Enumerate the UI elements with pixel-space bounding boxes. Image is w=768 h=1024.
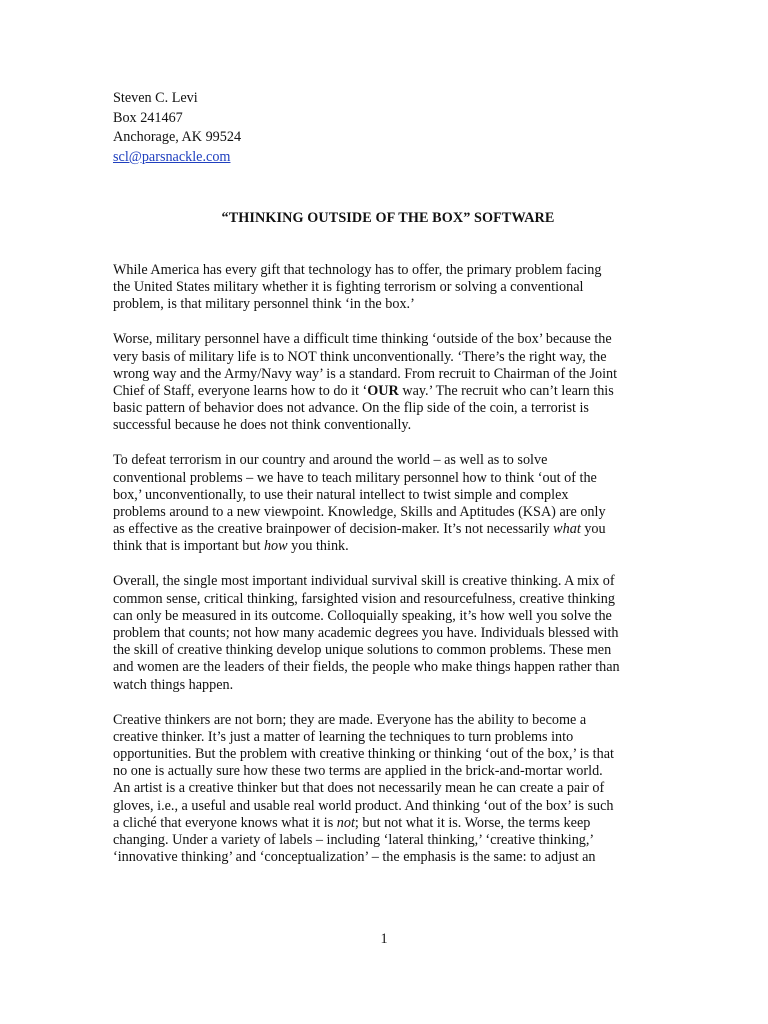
text-run: you think. <box>287 538 349 555</box>
text-line: gloves, i.e., a useful and usable real world product. And thinking ‘out of the box’ is such <box>113 797 614 814</box>
text-line: very basis of military life is to NOT think unconventionally. ‘There’s the right way, the <box>113 348 607 365</box>
text-line: basic pattern of behavior does not advance. On the flip side of the coin, a terrorist is <box>113 400 589 417</box>
text-line <box>113 815 658 832</box>
text-run: think that is important but <box>113 538 264 555</box>
text-line: An artist is a creative thinker but that does not necessarily mean he can create a pair of <box>113 780 605 797</box>
sender-city: Anchorage, AK 99524 <box>113 129 242 146</box>
text-line: Overall, the single most important individual survival skill is creative thinking. A mix of <box>113 573 615 590</box>
text-line: box,’ unconventionally, to use their natural intellect to twist simple and complex <box>113 486 569 503</box>
text-line: While America has every gift that technology has to offer, the primary problem facing <box>113 262 602 278</box>
text-line: common sense, critical thinking, farsighted vision and resourcefulness, creative thinking <box>113 590 615 607</box>
text-line: the United States military whether it is fighting terrorism or solving a conventional <box>113 279 584 296</box>
text-line: watch things happen. <box>113 676 234 693</box>
body-paragraph <box>113 573 658 693</box>
text-line: successful because he does not think conventionally. <box>113 417 412 434</box>
text-line: no one is actually sure how these two terms are applied in the brick-and-mortar world. <box>113 763 603 780</box>
emphasis-italic: what <box>553 521 581 538</box>
text-run: a cliché that everyone knows what it is <box>113 814 337 831</box>
text-line <box>113 521 658 538</box>
text-run: you <box>580 521 606 538</box>
sender-name: Steven C. Levi <box>113 90 198 106</box>
text-line <box>113 538 658 555</box>
text-line: problems around to a new viewpoint. Knowledge, Skills and Aptitudes (KSA) are only <box>113 504 606 521</box>
text-line: and women are the leaders of their fields, the people who make things happen rather than <box>113 659 620 676</box>
text-line: To defeat terrorism in our country and around the world – as well as to solve <box>113 452 548 469</box>
body-paragraph <box>113 712 658 867</box>
text-run: Chief of Staff, everyone learns how to do it ‘ <box>113 383 368 400</box>
emphasis-italic: not <box>336 814 355 831</box>
sender-address-block <box>113 89 241 167</box>
emphasis-italic: how <box>263 538 288 555</box>
sender-email-link[interactable]: scl@parsnackle.com <box>113 148 231 165</box>
text-line: wrong way and the Army/Navy way’ is a standard. From recruit to Chairman of the Joint <box>113 365 618 382</box>
text-line: changing. Under a variety of labels – including ‘lateral thinking,’ ‘creative thinking,’ <box>113 832 595 849</box>
emphasis-bold: OUR <box>367 383 399 400</box>
text-line: Creative thinkers are not born; they are made. Everyone has the ability to become a <box>113 711 587 728</box>
document-title: “THINKING OUTSIDE OF THE BOX” SOFTWARE <box>221 210 555 226</box>
sender-po-box: Box 241467 <box>113 109 183 126</box>
text-line: ‘innovative thinking’ and ‘conceptualization’ – the emphasis is the same: to adjust an <box>113 849 596 866</box>
body-paragraph <box>113 262 658 314</box>
text-run: ; but not what it is. Worse, the terms keep <box>354 814 591 831</box>
page-number: 1 <box>380 931 388 947</box>
text-line: the skill of creative thinking develop unique solutions to common problems. These men <box>113 642 612 659</box>
text-line: creative thinker. It’s just a matter of learning the techniques to turn problems into <box>113 728 574 745</box>
text-line <box>113 383 658 400</box>
body-paragraph <box>113 331 658 434</box>
text-run: way.’ The recruit who can’t learn this <box>398 383 614 400</box>
text-run: as effective as the creative brainpower of decision-maker. It’s not necessarily <box>113 521 554 538</box>
text-line: problem that counts; not how many academic degrees you have. Individuals blessed with <box>113 625 619 642</box>
text-line: conventional problems – we have to teach military personnel how to think ‘out of the <box>113 469 597 486</box>
text-line: can only be measured in its outcome. Colloquially speaking, it’s how well you solve the <box>113 607 612 624</box>
text-line: problem, is that military personnel think ‘in the box.’ <box>113 296 415 313</box>
text-line: Worse, military personnel have a difficult time thinking ‘outside of the box’ because the <box>113 331 612 348</box>
document-body <box>113 262 658 884</box>
body-paragraph <box>113 452 658 555</box>
text-line: opportunities. But the problem with creative thinking or thinking ‘out of the box,’ is that <box>113 746 614 763</box>
